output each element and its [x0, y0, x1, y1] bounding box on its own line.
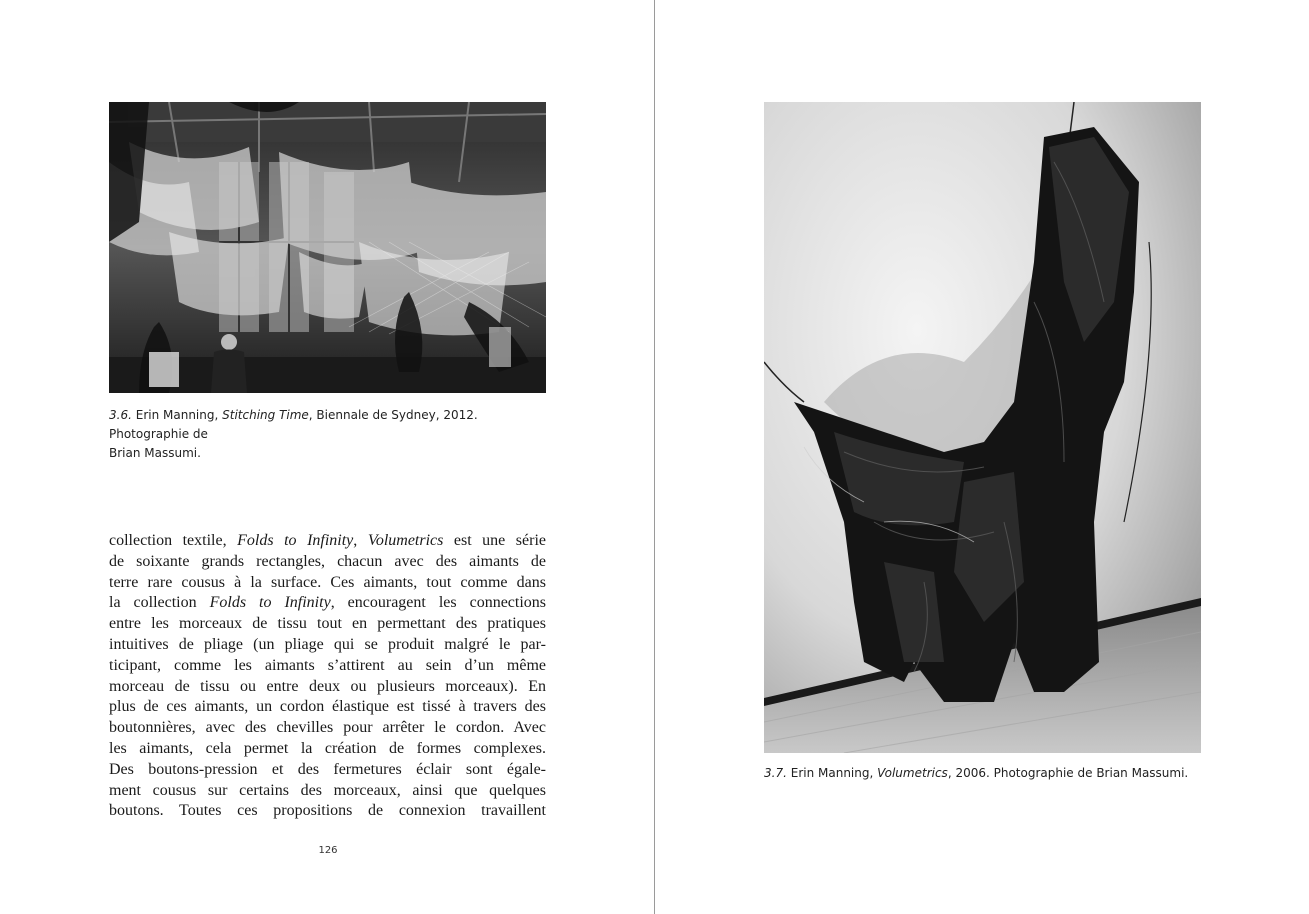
caption-details: , Biennale de Sydney, 2012. Photographie de	[109, 408, 478, 441]
body-paragraph	[109, 531, 546, 822]
text-run: ,	[353, 532, 368, 549]
body-line	[109, 593, 546, 614]
text-run: boutons. Toutes ces propositions de connexion travaillent	[109, 802, 546, 820]
body-line	[109, 801, 546, 822]
text-run: collection textile,	[109, 532, 238, 549]
caption-title: Volumetrics	[877, 766, 948, 780]
caption-title: Stitching Time	[222, 408, 309, 422]
caption-credit-line: Brian Massumi.	[109, 446, 201, 460]
caption-artist: Erin Manning,	[790, 766, 874, 780]
text-run: intuitives de pliage (un pliage qui se produit malgré le par-	[109, 635, 546, 653]
body-line	[109, 697, 546, 718]
italic-title: Folds to Infinity	[209, 594, 331, 612]
body-line	[109, 614, 546, 635]
text-run: est une série	[443, 532, 547, 549]
text-run: la collection	[109, 594, 210, 612]
text-run: ticipant, comme les aimants s’attirent au sein d’un même	[109, 656, 546, 674]
body-line	[109, 760, 546, 781]
body-line	[109, 718, 546, 739]
page-number: 126	[318, 845, 338, 856]
caption-number: 3.6.	[109, 408, 132, 422]
body-line	[109, 573, 546, 594]
stitching-time-photo	[109, 102, 546, 393]
text-run: ment cousus sur certains des morceaux, ainsi que quelques	[109, 781, 546, 799]
body-line	[109, 656, 546, 677]
body-line	[109, 739, 546, 760]
body-line	[109, 677, 546, 698]
text-run: terre rare cousus à la surface. Ces aimants, tout comme dans	[109, 573, 546, 591]
text-run: , encouragent les connections	[330, 594, 547, 612]
body-line	[109, 552, 546, 573]
caption-number: 3.7.	[764, 766, 787, 780]
italic-title: Volumetrics	[367, 532, 444, 549]
caption-details: , 2006. Photographie de Brian Massumi.	[947, 766, 1189, 780]
text-run: plus de ces aimants, un cordon élastique est tissé à travers des	[109, 698, 546, 716]
body-line	[109, 781, 546, 802]
figure-3-6-caption	[109, 406, 554, 463]
text-run: Des boutons-pression et des fermetures éclair sont égale-	[109, 760, 546, 778]
text-run: les aimants, cela permet la création de formes complexes.	[109, 739, 546, 757]
text-run: entre les morceaux de tissu tout en permettant des pratiques	[109, 615, 546, 633]
text-run: boutonnières, avec des chevilles pour arrêter le cordon. Avec	[109, 719, 546, 737]
caption-artist: Erin Manning,	[135, 408, 219, 422]
volumetrics-photo	[764, 102, 1201, 753]
body-line	[109, 531, 546, 552]
figure-3-7-caption	[764, 764, 1224, 783]
text-run: morceau de tissu ou entre deux ou plusieurs morceaux). En	[109, 677, 546, 695]
book-spine-divider	[654, 0, 655, 914]
italic-title: Folds to Infinity	[237, 532, 354, 549]
text-run: de soixante grands rectangles, chacun avec des aimants de	[109, 552, 546, 570]
body-line	[109, 635, 546, 656]
